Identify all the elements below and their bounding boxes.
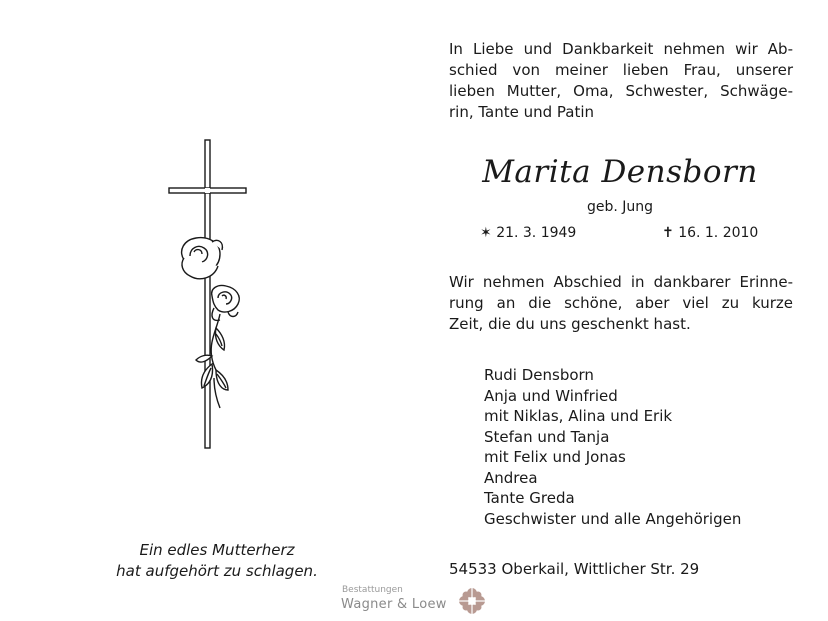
- memorial-quote: [92, 540, 342, 582]
- birth-date: 21. 3. 1949: [496, 225, 577, 241]
- intro-line: schied von meiner lieben Frau, unserer: [449, 61, 793, 79]
- list-item: Anja und Winfried: [484, 386, 618, 405]
- list-item: Rudi Densborn: [484, 366, 594, 384]
- floral-emblem-icon: [456, 585, 488, 617]
- memory-line: Zeit, die du uns geschenkt hast.: [449, 315, 691, 333]
- list-item: mit Felix und Jonas: [484, 448, 626, 466]
- death-date: 16. 1. 2010: [678, 225, 759, 241]
- star-icon: ✶: [480, 225, 492, 241]
- quote-line: hat aufgehört zu schlagen.: [116, 562, 318, 580]
- birth-date-line: [480, 225, 576, 241]
- list-item: mit Niklas, Alina und Erik: [484, 407, 673, 425]
- logo-subtitle: Bestattungen: [342, 585, 403, 595]
- intro-line: In Liebe und Dankbarkeit nehmen wir Ab-: [449, 40, 793, 58]
- funeral-home-logo: [340, 585, 500, 617]
- quote-line: Ein edles Mutterherz: [139, 541, 295, 559]
- intro-line: rin, Tante und Patin: [449, 103, 595, 121]
- birth-name: geb. Jung: [586, 199, 654, 215]
- memory-text: [449, 272, 793, 335]
- list-item: Geschwister und alle Angehörigen: [484, 509, 742, 528]
- logo-name: Wagner & Loew: [341, 597, 447, 612]
- deceased-name: Marita Densborn: [482, 154, 758, 190]
- cross-with-roses-icon: [160, 138, 260, 450]
- mourners-list: [484, 365, 741, 529]
- address: 54533 Oberkail, Wittlicher Str. 29: [449, 560, 700, 578]
- memory-line: Wir nehmen Abschied in dankbarer Erinne-: [449, 273, 793, 291]
- memory-line: rung an die schöne, aber viel zu kurze: [449, 294, 793, 312]
- list-item: Andrea: [484, 468, 538, 487]
- cross-icon: ✝: [662, 225, 674, 241]
- intro-text: [449, 39, 793, 123]
- death-date-line: [662, 225, 758, 241]
- list-item: Stefan und Tanja: [484, 427, 610, 446]
- list-item: Tante Greda: [484, 489, 575, 507]
- intro-line: lieben Mutter, Oma, Schwester, Schwäge-: [449, 82, 793, 100]
